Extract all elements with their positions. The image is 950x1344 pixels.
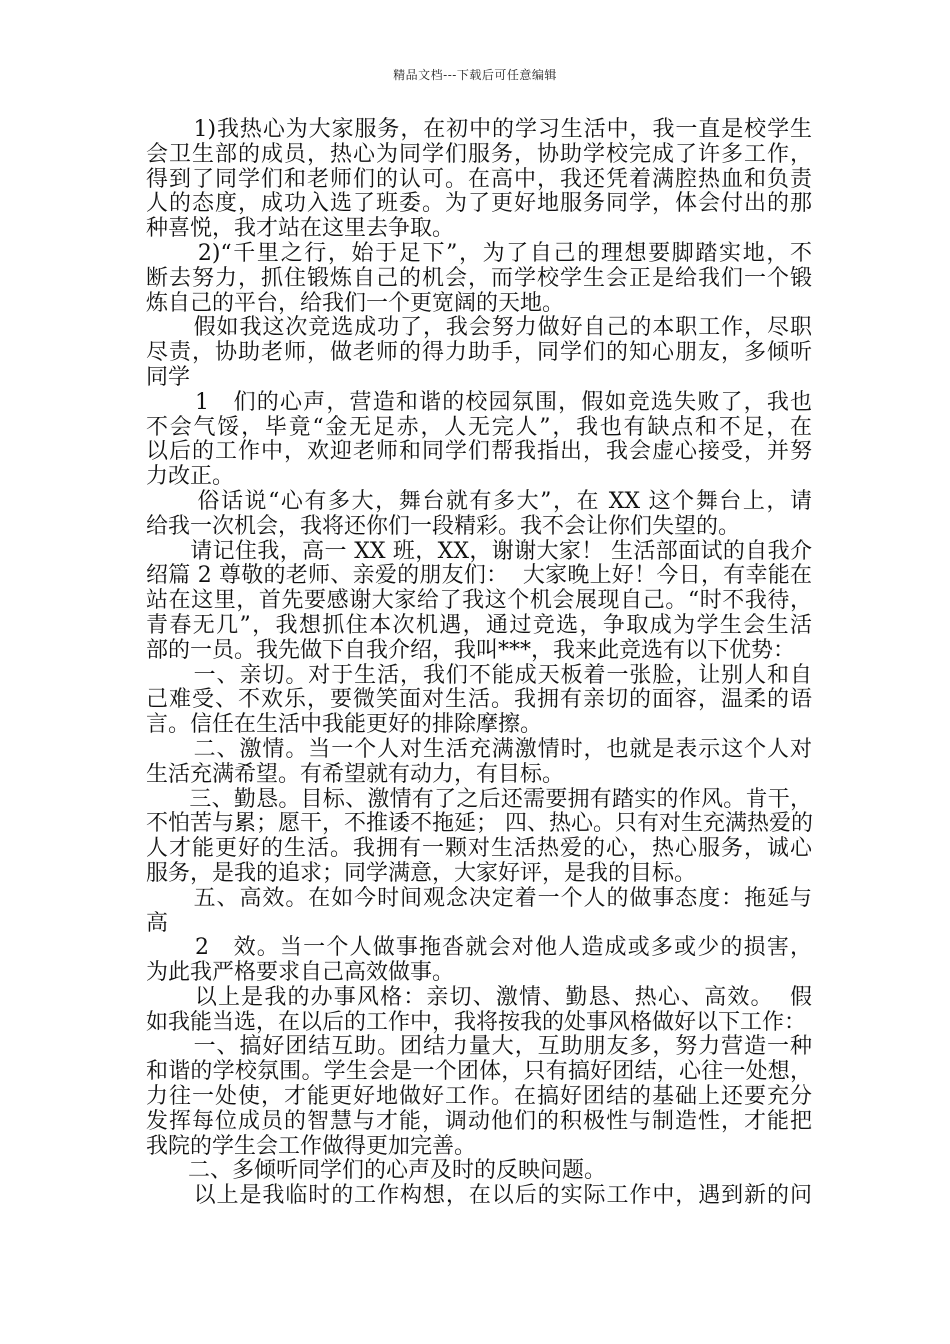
text-line: 种喜悦，我才站在这里去争取。: [146, 216, 455, 242]
text-line: 绍篇 2 尊敬的老师、亲爱的朋友们： 大家晚上好！今日，有幸能在: [146, 563, 812, 589]
text-line: 炼自己的平台，给我们一个更宽阔的天地。: [146, 290, 565, 316]
text-line: 部的一员。我先做下自我介绍，我叫***，我来此竞选有以下优势：: [146, 637, 796, 663]
text-line: 断去努力，抓住锻炼自己的机会，而学校学生会正是给我们一个锻: [146, 265, 812, 291]
text-line: 俗话说“心有多大，舞台就有多大”，在 XX 这个舞台上，请: [146, 488, 812, 514]
text-line: 得到了同学们和老师们的认可。在高中，我还凭着满腔热血和负责: [146, 166, 812, 192]
text-line: 以上是我临时的工作构想，在以后的实际工作中，遇到新的问: [146, 1183, 812, 1209]
text-line: 力往一处使，才能更好地做好工作。在搞好团结的基础上还要充分: [146, 1084, 812, 1110]
text-line: 尽责，协助老师，做老师的得力助手，同学们的知心朋友，多倾听: [146, 340, 812, 366]
text-line: 高: [146, 910, 169, 936]
text-line: 不怕苦与累；愿干，不推诿不拖延； 四、热心。只有对生充满热爱的: [146, 811, 813, 837]
text-line: 三、勤恳。目标、激情有了之后还需要拥有踏实的作风。肯干，: [146, 786, 812, 812]
text-line: 请记住我，高一 XX 班，XX，谢谢大家！ 生活部面试的自我介: [146, 538, 812, 564]
text-line: 生活充满希望。有希望就有动力，有目标。: [146, 761, 565, 787]
document-body: [146, 118, 812, 1209]
text-line: 1 们的心声，营造和谐的校园氛围，假如竞选失败了，我也: [146, 389, 812, 415]
text-line: 站在这里，首先要感谢大家给了我这个机会展现自己。“时不我待，: [146, 588, 812, 614]
text-line: 2 效。当一个人做事拖沓就会对他人造成或多或少的损害，: [146, 935, 812, 961]
text-line: 和谐的学校氛围。学生会是一个团体，只有搞好团结，心往一处想，: [146, 1059, 812, 1085]
text-line: 一、亲切。对于生活，我们不能成天板着一张脸，让别人和自: [146, 662, 812, 688]
text-line: 二、激情。当一个人对生活充满激情时，也就是表示这个人对: [146, 736, 812, 762]
text-line: 同学: [146, 364, 191, 390]
text-line: 服务，是我的追求；同学满意，大家好评，是我的目标。: [146, 860, 697, 886]
text-line: 以上是我的办事风格：亲切、激情、勤恳、热心、高效。 假: [146, 984, 812, 1010]
text-line: 己难受、不欢乐，要微笑面对生活。我拥有亲切的面容，温柔的语: [146, 687, 812, 713]
text-line: 言。信任在生活中我能更好的排除摩擦。: [146, 712, 543, 738]
text-line: 为此我严格要求自己高效做事。: [146, 960, 455, 986]
text-line: 不会气馁，毕竟“金无足赤，人无完人”，我也有缺点和不足，在: [146, 414, 812, 440]
text-line: 给我一次机会，我将还你们一段精彩。我不会让你们失望的。: [146, 513, 741, 539]
text-line: 青春无几”，我想抓住本次机遇，通过竞选，争取成为学生会生活: [146, 612, 812, 638]
text-line: 假如我这次竞选成功了，我会努力做好自己的本职工作，尽职: [146, 315, 812, 341]
text-line: 2)“千里之行，始于足下”，为了自己的理想要脚踏实地，不: [146, 240, 812, 266]
text-line: 二、多倾听同学们的心声及时的反映问题。: [146, 1158, 606, 1184]
text-line: 我院的学生会工作做得更加完善。: [146, 1133, 477, 1159]
text-line: 五、高效。在如今时间观念决定着一个人的做事态度：拖延与: [146, 885, 812, 911]
text-line: 会卫生部的成员，热心为同学们服务，协助学校完成了许多工作，: [146, 141, 812, 167]
text-line: 力改正。: [146, 464, 235, 490]
text-line: 人的态度，成功入选了班委。为了更好地服务同学，体会付出的那: [146, 191, 812, 217]
page-header: 精品文档---下载后可任意编辑: [393, 68, 557, 82]
text-line: 发挥每位成员的智慧与才能，调动他们的积极性与制造性，才能把: [146, 1108, 812, 1134]
text-line: 以后的工作中，欢迎老师和同学们帮我指出，我会虚心接受，并努: [146, 439, 812, 465]
text-line: 一、搞好团结互助。团结力量大，互助朋友多，努力营造一种: [146, 1034, 812, 1060]
text-line: 如我能当选，在以后的工作中，我将按我的处事风格做好以下工作：: [146, 1009, 807, 1035]
text-line: 1)我热心为大家服务，在初中的学习生活中，我一直是校学生: [146, 117, 812, 142]
text-line: 人才能更好的生活。我拥有一颗对生活热爱的心，热心服务，诚心: [146, 836, 812, 862]
